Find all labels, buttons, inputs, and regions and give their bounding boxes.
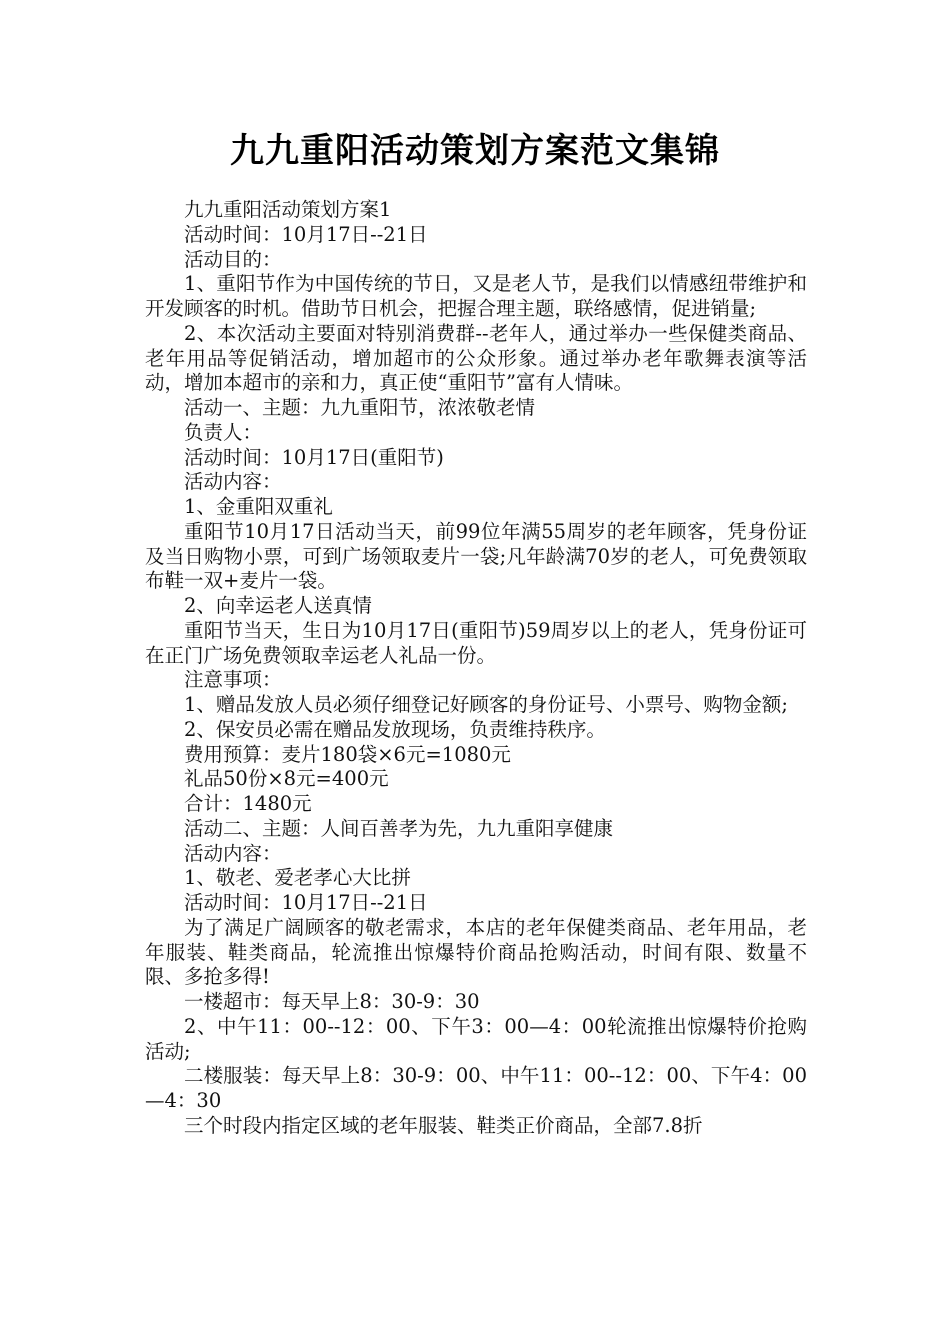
paragraph: 活动一、主题：九九重阳节，浓浓敬老情 <box>184 396 536 419</box>
document-body <box>145 198 807 1139</box>
paragraph: 2、本次活动主要面对特别消费群--老年人，通过举办一些保健类商品、老年用品等促销活动，增加超市的公众形象。通过举办老年歌舞表演等活动，增加本超市的亲和力，真正使“重阳节”富有人情味。 <box>145 321 807 395</box>
paragraph: 九九重阳活动策划方案1 <box>184 198 392 221</box>
paragraph: 活动目的： <box>184 247 282 271</box>
paragraph: 负责人： <box>184 420 263 444</box>
paragraph: 礼品50份×8元=400元 <box>184 767 389 791</box>
document-title: 九九重阳活动策划方案范文集锦 <box>230 131 720 171</box>
paragraph: 活动时间：10月17日(重阳节) <box>184 445 444 469</box>
paragraph: 活动二、主题：人间百善孝为先，九九重阳享健康 <box>184 816 614 840</box>
paragraph: 一楼超市：每天早上8：30-9：30 <box>184 990 480 1013</box>
paragraph: 2、中午11：00--12：00、下午3：00—4：00轮流推出惊爆特价抢购活动; <box>145 1014 807 1063</box>
paragraph: 2、向幸运老人送真情 <box>184 594 372 617</box>
paragraph: 2、保安员必需在赠品发放现场，负责维持秩序。 <box>184 717 606 741</box>
paragraph: 1、敬老、爱老孝心大比拼 <box>184 866 411 890</box>
paragraph: 重阳节当天，生日为10月17日(重阳节)59周岁以上的老人，凭身份证可在正门广场免费领取幸运老人礼品一份。 <box>145 618 807 667</box>
paragraph: 重阳节10月17日活动当天，前99位年满55周岁的老年顾客，凭身份证及当日购物小票，可到广场领取麦片一袋;凡年龄满70岁的老人，可免费领取布鞋一双+麦片一袋。 <box>145 519 807 593</box>
paragraph: 合计：1480元 <box>184 792 312 815</box>
paragraph: 活动时间：10月17日--21日 <box>184 891 428 914</box>
paragraph: 活动内容： <box>184 841 282 865</box>
paragraph: 1、金重阳双重礼 <box>184 495 333 518</box>
paragraph: 1、赠品发放人员必须仔细登记好顾客的身份证号、小票号、购物金额; <box>184 693 788 716</box>
paragraph: 三个时段内指定区域的老年服装、鞋类正价商品，全部7.8折 <box>184 1113 703 1137</box>
paragraph: 活动内容： <box>184 470 282 494</box>
paragraph: 注意事项： <box>184 668 282 692</box>
paragraph: 活动时间：10月17日--21日 <box>184 222 428 246</box>
paragraph: 二楼服装：每天早上8：30-9：00、中午11：00--12：00、下午4：00—4：30 <box>145 1064 807 1112</box>
paragraph: 为了满足广阔顾客的敬老需求，本店的老年保健类商品、老年用品，老年服装、鞋类商品，轮流推出惊爆特价商品抢购活动，时间有限、数量不限、多抢多得! <box>145 915 807 989</box>
paragraph: 费用预算：麦片180袋×6元=1080元 <box>184 742 511 766</box>
paragraph: 1、重阳节作为中国传统的节日，又是老人节，是我们以情感纽带维护和开发顾客的时机。借助节日机会，把握合理主题，联络感情，促进销量; <box>145 272 807 320</box>
